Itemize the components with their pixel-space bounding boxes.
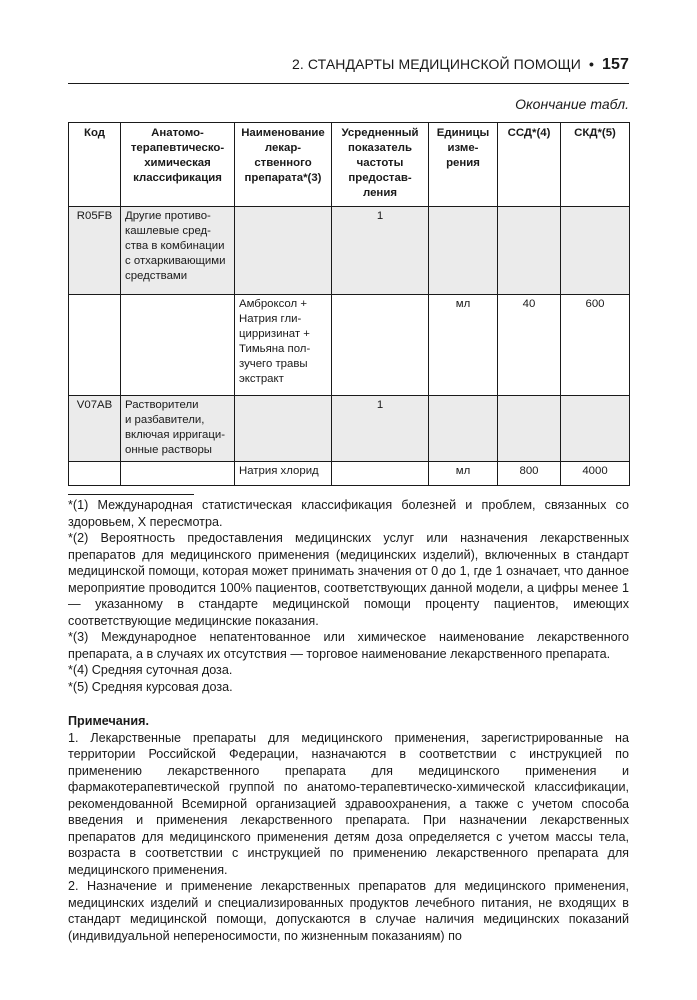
remark-item: 2. Назначение и применение лекарственных препаратов для медицинского применения, медицинских изделий и специализированных продуктов лечебного питания, не входящих в стандарт медицинской помощи, допускаются в случае наличия медицинских показаний (индивидуальной непереносимости, по жизненным показаниям) по (68, 879, 629, 943)
footnote: *(3) Международное непатентованное или химическое наименование лекарственного препарата, а в случаях их отсутствия — торговое наименование лекарственного препарата. (68, 630, 629, 661)
cell-unit: мл (429, 462, 498, 486)
cell-unit (429, 396, 498, 462)
cell-unit (429, 207, 498, 295)
cell-atc (121, 295, 235, 396)
cell-drug: Натрия хлорид (235, 462, 332, 486)
cell-code (69, 462, 121, 486)
footnote: *(5) Средняя курсовая доза. (68, 679, 233, 694)
cell-code (69, 295, 121, 396)
col-header-ssd: ССД*(4) (498, 123, 561, 207)
cell-skd: 4000 (561, 462, 630, 486)
cell-frequency (332, 462, 429, 486)
cell-skd (561, 207, 630, 295)
remarks-title: Примечания. (68, 714, 150, 728)
cell-skd (561, 396, 630, 462)
cell-code: R05FB (69, 207, 121, 295)
table-header-row (69, 123, 630, 207)
running-head (68, 56, 629, 74)
table-row (69, 462, 630, 486)
footnote: *(1) Международная статистическая классификация болезней и проблем, связанных со здоровьем, X пересмотра. (68, 498, 629, 529)
remark-item: 1. Лекарственные препараты для медицинского применения, зарегистрированные на территории Российской Федерации, назначаются в соответствии с инструкцией по применению лекарственного препарата для медицинского применения и фармакотерапевтической группой по анатомо-терапевтическо-химической классификации, рекомендованной Всемирной организацией здравоохранения, а также с учетом способа введения и применения лекарственного препарата. При назначении лекарственных препаратов для медицинского применения детям доза определяется с учетом массы тела, возраста в соответствии с инструкцией по применению лекарственного препарата для медицинского применения. (68, 730, 629, 877)
page-number: 157 (602, 56, 629, 73)
cell-drug (235, 207, 332, 295)
remarks-section (68, 713, 629, 944)
cell-ssd (498, 396, 561, 462)
section-title: 2. СТАНДАРТЫ МЕДИЦИНСКОЙ ПОМОЩИ (292, 56, 581, 72)
cell-atc: Растворители и разбавители, включая ирригаци- онные растворы (121, 396, 235, 462)
footnote: *(2) Вероятность предоставления медицинских услуг или назначения лекарственных препаратов для медицинского применения (медицинских изделий), включенных в стандарт медицинской помощи, которая может принимать значения от 0 до 1, где 1 означает, что данное мероприятие проводится 100% пациентов, соответствующих данной модели, а цифры менее 1 — указанному в стандарте медицинской помощи проценту пациентов, имеющих соответствующие медицинские показания. (68, 531, 629, 628)
table-caption: Окончание табл. (515, 96, 629, 112)
cell-ssd: 800 (498, 462, 561, 486)
standards-table (68, 122, 630, 486)
cell-ssd (498, 207, 561, 295)
cell-unit: мл (429, 295, 498, 396)
col-header-atc: Анатомо- терапевтическо- химическая классификация (121, 123, 235, 207)
col-header-unit: Единицы изме- рения (429, 123, 498, 207)
cell-skd: 600 (561, 295, 630, 396)
header-rule (68, 83, 629, 84)
cell-frequency (332, 295, 429, 396)
cell-frequency: 1 (332, 207, 429, 295)
table-row (69, 295, 630, 396)
footnotes (68, 497, 629, 695)
footnotes-rule (68, 494, 194, 495)
col-header-frequency: Усредненный показатель частоты предостав- ления (332, 123, 429, 207)
cell-atc (121, 462, 235, 486)
cell-frequency: 1 (332, 396, 429, 462)
col-header-drug: Наименование лекар- ственного препарата*(3) (235, 123, 332, 207)
table-row (69, 207, 630, 295)
col-header-skd: СКД*(5) (561, 123, 630, 207)
footnote: *(4) Средняя суточная доза. (68, 663, 233, 677)
cell-drug (235, 396, 332, 462)
col-header-code: Код (69, 123, 121, 207)
cell-atc: Другие противо- кашлевые сред- ства в комбинации с отхаркивающими средствами (121, 207, 235, 295)
cell-drug: Амброксол + Натрия гли- цирризинат + Тимьяна пол- зучего травы экстракт (235, 295, 332, 396)
cell-ssd: 40 (498, 295, 561, 396)
bullet-separator: • (588, 56, 594, 72)
cell-code: V07AB (69, 396, 121, 462)
table-row (69, 396, 630, 462)
